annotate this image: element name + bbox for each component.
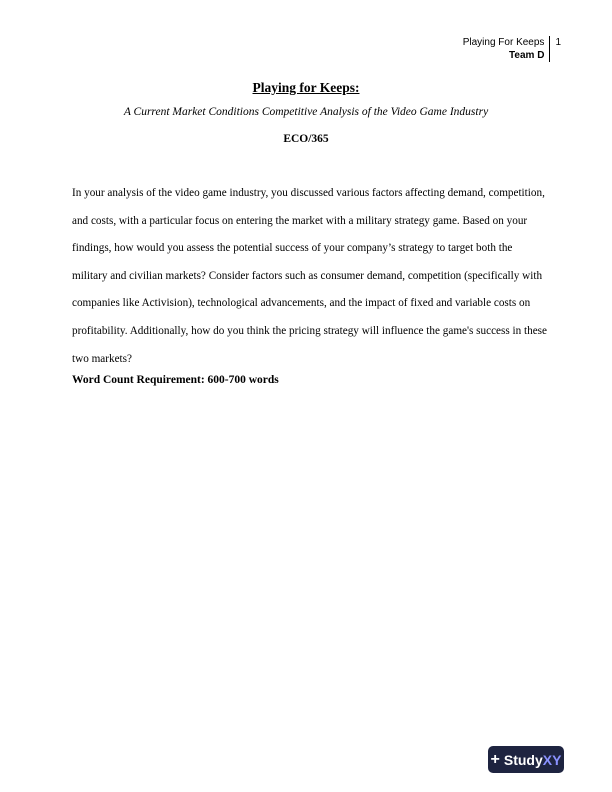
studyxy-watermark bbox=[488, 746, 564, 773]
brand-xy: XY bbox=[542, 751, 562, 768]
course-code: ECO/365 bbox=[283, 133, 329, 145]
header-left bbox=[463, 36, 551, 62]
word-count-requirement: Word Count Requirement: 600-700 words bbox=[72, 374, 279, 386]
team-name: Team D bbox=[509, 50, 545, 61]
body-paragraph: In your analysis of the video game industry, you discussed various factors affecting demand, competition, and costs, with a particular focus on entering the market with a military strategy game. Based on your findings, how would you assess the potential success of your company’s strategy to target both the military and civilian markets? Consider factors such as consumer demand, competition (specifically with companies like Activision), technological advancements, and the impact of fixed and variable costs on profitability. Additionally, how do you think the pricing strategy will influence the game's success in these two markets? bbox=[72, 187, 548, 365]
running-title: Playing For Keeps bbox=[462, 37, 545, 48]
page-header bbox=[463, 36, 561, 62]
page-number: 1 bbox=[555, 37, 561, 48]
document-title: Playing for Keeps: bbox=[252, 80, 360, 95]
brand-study: Study bbox=[503, 751, 543, 768]
plus-icon: + bbox=[490, 750, 500, 768]
document-subtitle: A Current Market Conditions Competitive Analysis of the Video Game Industry bbox=[123, 106, 489, 118]
